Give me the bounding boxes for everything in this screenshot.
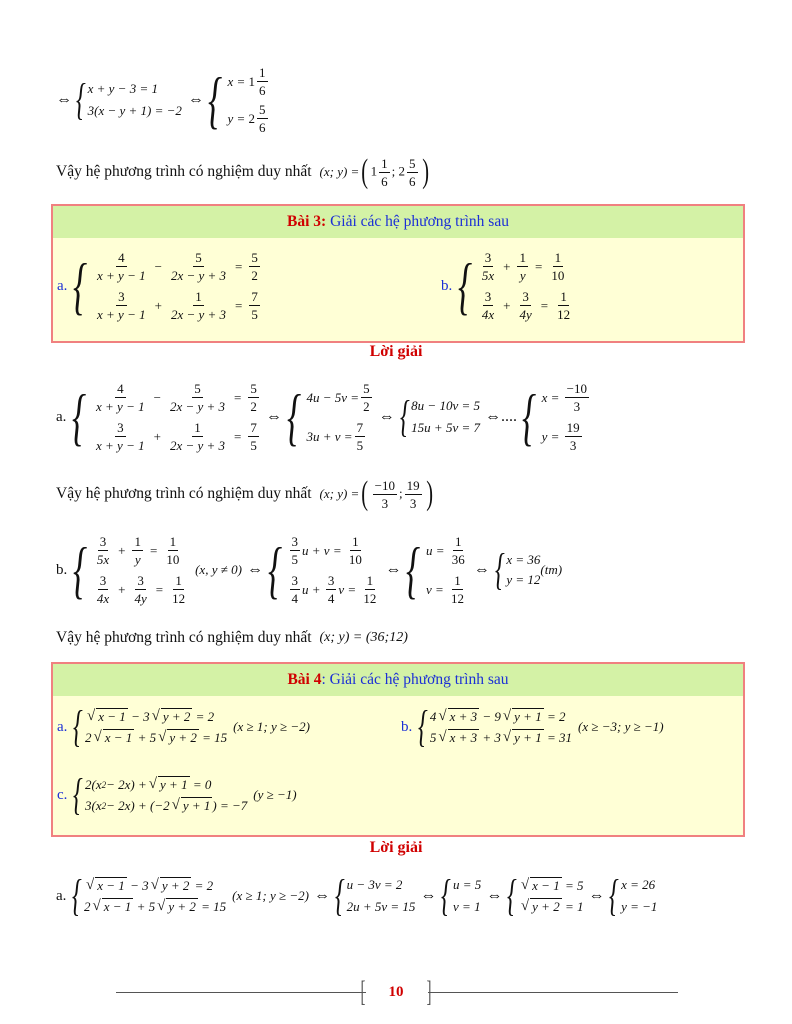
exercise-4b: b. { 4 √ x + 3 − 9 √ y + 1 = 2 5 √ x + 3 + 3 √ y + 1 = 31 (x ≥ −3; y ≥ −1) [401, 702, 664, 751]
exercise-4-box [51, 662, 745, 837]
conclusion-3: Vậy hệ phương trình có nghiệm duy nhất (x; y) = (36;12) [56, 629, 408, 646]
conclusion-2: Vậy hệ phương trình có nghiệm duy nhất (x; y) = ( $\frac{-10}{3}$ ; $\frac{19}{3}$ ) [56, 475, 433, 512]
exercise-4a: a. { √ x − 1 − 3 √ y + 2 = 2 2 √ x − 1 + 5 √ y + 2 = 15 (x ≥ 1; y ≥ −2) [57, 702, 310, 751]
solution-4a: a. { √ x − 1 − 3 √ y + 2 = 2 2 √ x − 1 + 5 √ y + 2 = 15 (x ≥ 1; y ≥ −2) ⇔ { u − 3v = 2 2u + 5v = 15 ⇔ { u = 5 v = 1 ⇔ { √ x − 1 = 5 √ y + 2 = 1 ⇔ { x = 26 y = −1 [56, 871, 658, 920]
system-1: x + y − 3 = 1 3(x − y + 1) = −2 [87, 81, 182, 118]
solution-heading-2: Lời giải [369, 839, 423, 856]
exercise-3-header: Bài 3: Giải các hệ phương trình sau [53, 206, 743, 238]
footer-line-left [116, 992, 366, 993]
footer-line-right [428, 992, 678, 993]
page-number: 10 [388, 983, 404, 1000]
system-1-solution: x = 1 $\frac{1}{6}$ y = 2 $\frac{5}{6}$ [227, 65, 266, 135]
top-system: ⇔ { x + y − 3 = 1 3(x − y + 1) = −2 ⇔ { x = 1 $\frac{1}{6}$ y = 2 $\frac{5}{6}$ [56, 62, 270, 138]
exercise-4c: c. { 2(x 2 − 2x) + √ y + 1 = 0 3(x 2 − 2x) + (−2 √ y + 1 ) = −7 (y ≥ −1) [57, 770, 297, 819]
solution-3b: b. { $\frac{3}{5x}$ + $\frac{1}{y}$ = $\frac{1}{10}$ $\frac{3}{4x}$ + $\frac{3}{4y}$ = $\frac{1}{12}$ (x, y ≠ 0) ⇔ { $\frac{3}{5}$ u + v = $\frac{1}{10}$ $\frac{3}{4}$ u + $\frac{3}{4}$ v = $\frac{1}{12}$ ⇔ { u = $\frac{1}{36}$ v = $\frac{1}{12}$ ⇔ { x = 36 y = 12 (tm) [56, 534, 563, 606]
conclusion-1: Vậy hệ phương trình có nghiệm duy nhất (x; y) = ( 1 $\frac{1}{6}$ ; 2 $\frac{5}{6}$ ) [56, 153, 429, 190]
page-number-box: [ 10 ] [360, 975, 432, 1008]
solution-3a: a. { $\frac{4}{x + y - 1}$ − $\frac{5}{2x - y + 3}$ = $\frac{5}{2}$ $\frac{3}{x + y - 1}$ + $\frac{1}{2x - y + 3}$ = $\frac{7}{5}$ ⇔ { 4u − 5v = $\frac{5}{2}$ 3u + v = $\frac{7}{5}$ ⇔ { 8u − 10v = 5 15u + 5v = 7 ⇔.... { x = $\frac{-10}{3}$ y = $\frac{19}{3}$ [56, 381, 587, 453]
solution-heading-1: Lời giải [369, 343, 423, 360]
exercise-3b: b. { $\frac{3}{5x}$ + $\frac{1}{y}$ = $\frac{1}{10}$ $\frac{3}{4x}$ + $\frac{3}{4y}$ = $\frac{1}{12}$ [441, 250, 571, 322]
exercise-3-box [51, 204, 745, 343]
exercise-4-header: Bài 4 : Giải các hệ phương trình sau [53, 664, 743, 696]
exercise-3a: a. { $\frac{4}{x + y - 1}$ − $\frac{5}{2x - y + 3}$ = $\frac{5}{2}$ $\frac{3}{x + y - 1}$ + $\frac{1}{2x - y + 3}$ = $\frac{7}{5}$ [57, 250, 258, 322]
equiv-symbol: ⇔ [56, 91, 72, 108]
